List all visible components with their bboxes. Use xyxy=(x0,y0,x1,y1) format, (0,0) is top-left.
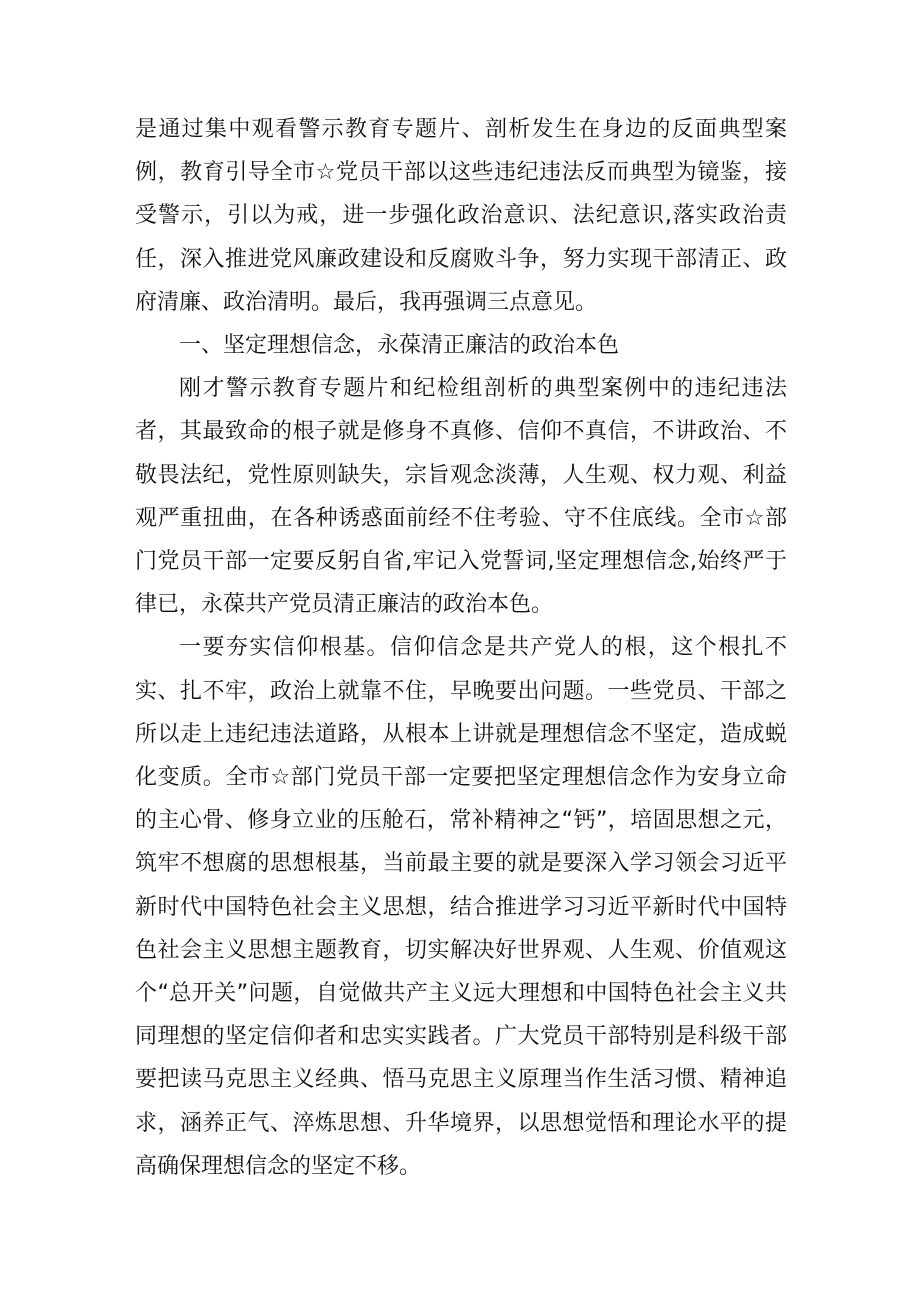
section-heading-1: 一、坚定理想信念，永葆清正廉洁的政治本色 xyxy=(179,333,620,359)
document-body xyxy=(135,108,787,1188)
paragraph-section-1-intro: 刚才警示教育专题片和纪检组剖析的典型案例中的违纪违法者，其最致命的根子就是修身不真修、信仰不真信，不讲政治、不敬畏法纪，党性原则缺失，宗旨观念淡薄，人生观、权力观、利益观严重扭曲，在各种诱惑面前经不住考验、守不住底线。全市☆部门党员干部一定要反躬自省,牢记入党誓词,坚定理想信念,始终严于律已，永葆共产党员清正廉洁的政治本色。 xyxy=(135,376,787,618)
paragraph-point-1: 一要夯实信仰根基。信仰信念是共产党人的根，这个根扎不实、扎不牢，政治上就靠不住，早晚要出问题。一些党员、干部之所以走上违纪违法道路，从根本上讲就是理想信念不坚定，造成蜕化变质。全市☆部门党员干部一定要把坚定理想信念作为安身立命的主心骨、修身立业的压舱石，常补精神之“钙”，培固思想之元，筑牢不想腐的思想根基，当前最主要的就是要深入学习领会习近平新时代中国特色社会主义思想，结合推进学习习近平新时代中国特色社会主义思想主题教育，切实解决好世界观、人生观、价值观这个“总开关”问题，自觉做共产主义远大理想和中国特色社会主义共同理想的坚定信仰者和忠实实践者。广大党员干部特别是科级干部要把读马克思主义经典、悟马克思主义原理当作生活习惯、精神追求，涵养正气、淬炼思想、升华境界，以思想觉悟和理论水平的提高确保理想信念的坚定不移。 xyxy=(135,635,787,1179)
paragraph-intro-continuation: 是通过集中观看警示教育专题片、剖析发生在身边的反面典型案例，教育引导全市☆党员干部以这些违纪违法反而典型为镜鉴，接受警示，引以为戒，进一步强化政治意识、法纪意识,落实政治责任，深入推进党风廉政建设和反腐败斗争，努力实现干部清正、政府清廉、政治清明。最后，我再强调三点意见。 xyxy=(135,117,787,315)
